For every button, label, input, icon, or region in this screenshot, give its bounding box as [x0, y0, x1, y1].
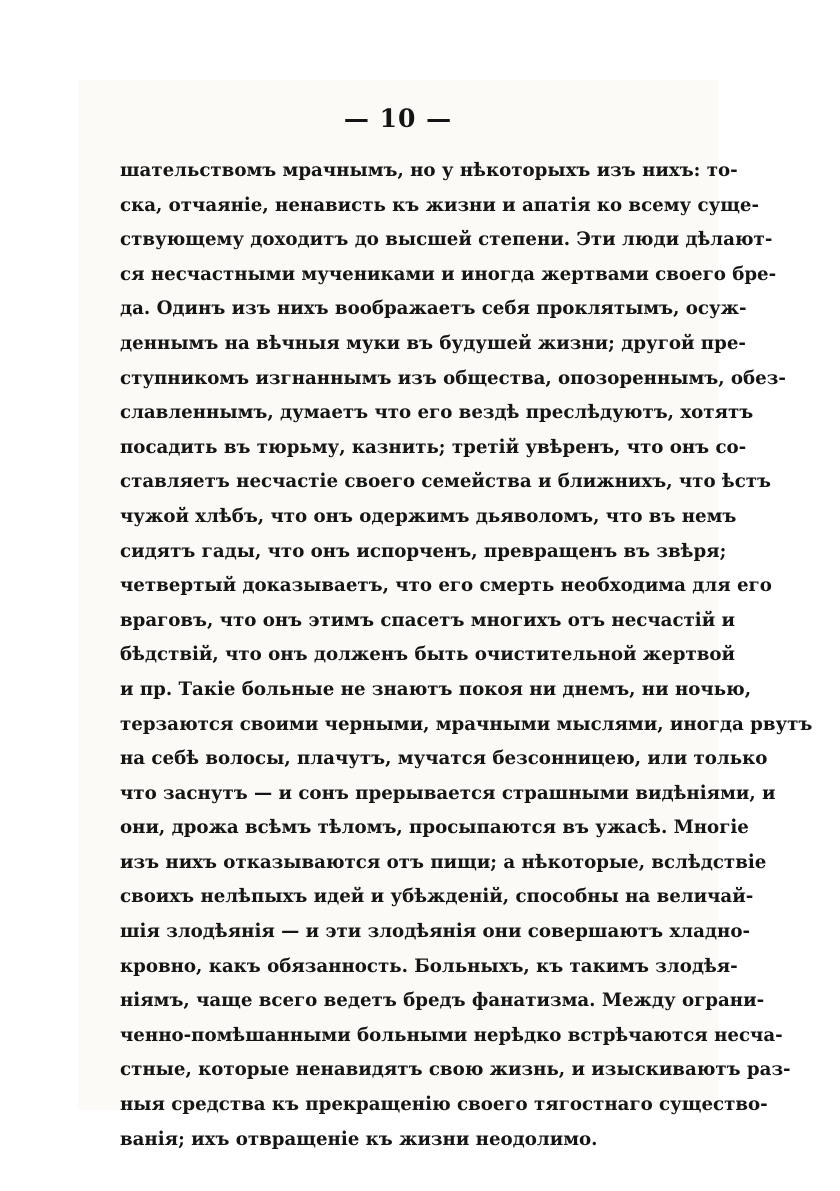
text-line: своихъ нелѣпыхъ идей и убѣжденій, способны на величай- — [120, 886, 754, 908]
body-text — [120, 154, 813, 1157]
text-line: стные, которые ненавидятъ свою жизнь, и изыскиваютъ раз- — [120, 1059, 791, 1081]
text-line: на себѣ волосы, плачутъ, мучатся безсонницею, или только — [120, 748, 768, 770]
text-line: ступникомъ изгнаннымъ изъ общества, опозореннымъ, обез- — [120, 367, 786, 389]
text-line: шія злодѣянія — и эти злодѣянія они совершаютъ хладно- — [120, 921, 751, 943]
book-page — [78, 80, 813, 1150]
text-line: ска, отчаяніе, ненависть къ жизни и апатія ко всему суще- — [120, 194, 760, 216]
text-line: они, дрожа всѣмъ тѣломъ, просыпаются въ ужасѣ. Многіе — [120, 817, 749, 839]
text-line: что заснутъ — и сонъ прерывается страшными видѣніями, и — [120, 782, 776, 804]
text-line: враговъ, что онъ этимъ спасетъ многихъ отъ несчастій и — [120, 609, 736, 631]
text-line: изъ нихъ отказываются отъ пищи; а нѣкоторые, вслѣдствіе — [120, 851, 767, 873]
text-line: кровно, какъ обязанность. Больныхъ, къ такимъ злодѣя- — [120, 955, 738, 977]
text-line: сидятъ гады, что онъ испорченъ, превращенъ въ звѣря; — [120, 540, 727, 562]
text-line: ванія; ихъ отвращеніе къ жизни неодолимо. — [120, 1128, 598, 1150]
text-line: чужой хлѣбъ, что онъ одержимъ дьяволомъ, что въ немъ — [120, 505, 737, 527]
page-number: — 10 — — [343, 104, 453, 133]
text-line: терзаются своими черными, мрачными мыслями, иногда рвутъ — [120, 713, 813, 735]
text-line: посадить въ тюрьму, казнить; третій увѣренъ, что онъ со- — [120, 436, 747, 458]
text-line: шательствомъ мрачнымъ, но у нѣкоторыхъ изъ нихъ: то- — [120, 160, 738, 181]
text-line: славленнымъ, думаетъ что его вездѣ преслѣдуютъ, хотятъ — [120, 402, 754, 424]
text-line: и пр. Такіе больные не знаютъ покоя ни днемъ, ни ночью, — [120, 678, 752, 700]
text-line: ныя средства къ прекращенію своего тягостнаго существо- — [120, 1094, 768, 1116]
text-line: ченно-помѣшанными больными нерѣдко встрѣчаются несча- — [120, 1024, 783, 1046]
text-line: деннымъ на вѣчныя муки въ будушей жизни; другой пре- — [120, 332, 746, 354]
text-line: ніямъ, чаще всего ведетъ бредъ фанатизма. Между ограни- — [120, 990, 765, 1012]
text-line: ствующему доходитъ до высшей степени. Эти люди дѣлают- — [120, 229, 773, 251]
text-line: ся несчастными мучениками и иногда жертвами своего бре- — [120, 263, 777, 285]
text-line: ставляетъ несчастіе своего семейства и ближнихъ, что ѣстъ — [120, 471, 772, 493]
text-line: бѣдствій, что онъ долженъ быть очистительной жертвой — [120, 644, 735, 666]
text-line: четвертый доказываетъ, что его смерть необходима для его — [120, 575, 772, 597]
text-line: да. Одинъ изъ нихъ воображаетъ себя проклятымъ, осуж- — [120, 298, 747, 320]
